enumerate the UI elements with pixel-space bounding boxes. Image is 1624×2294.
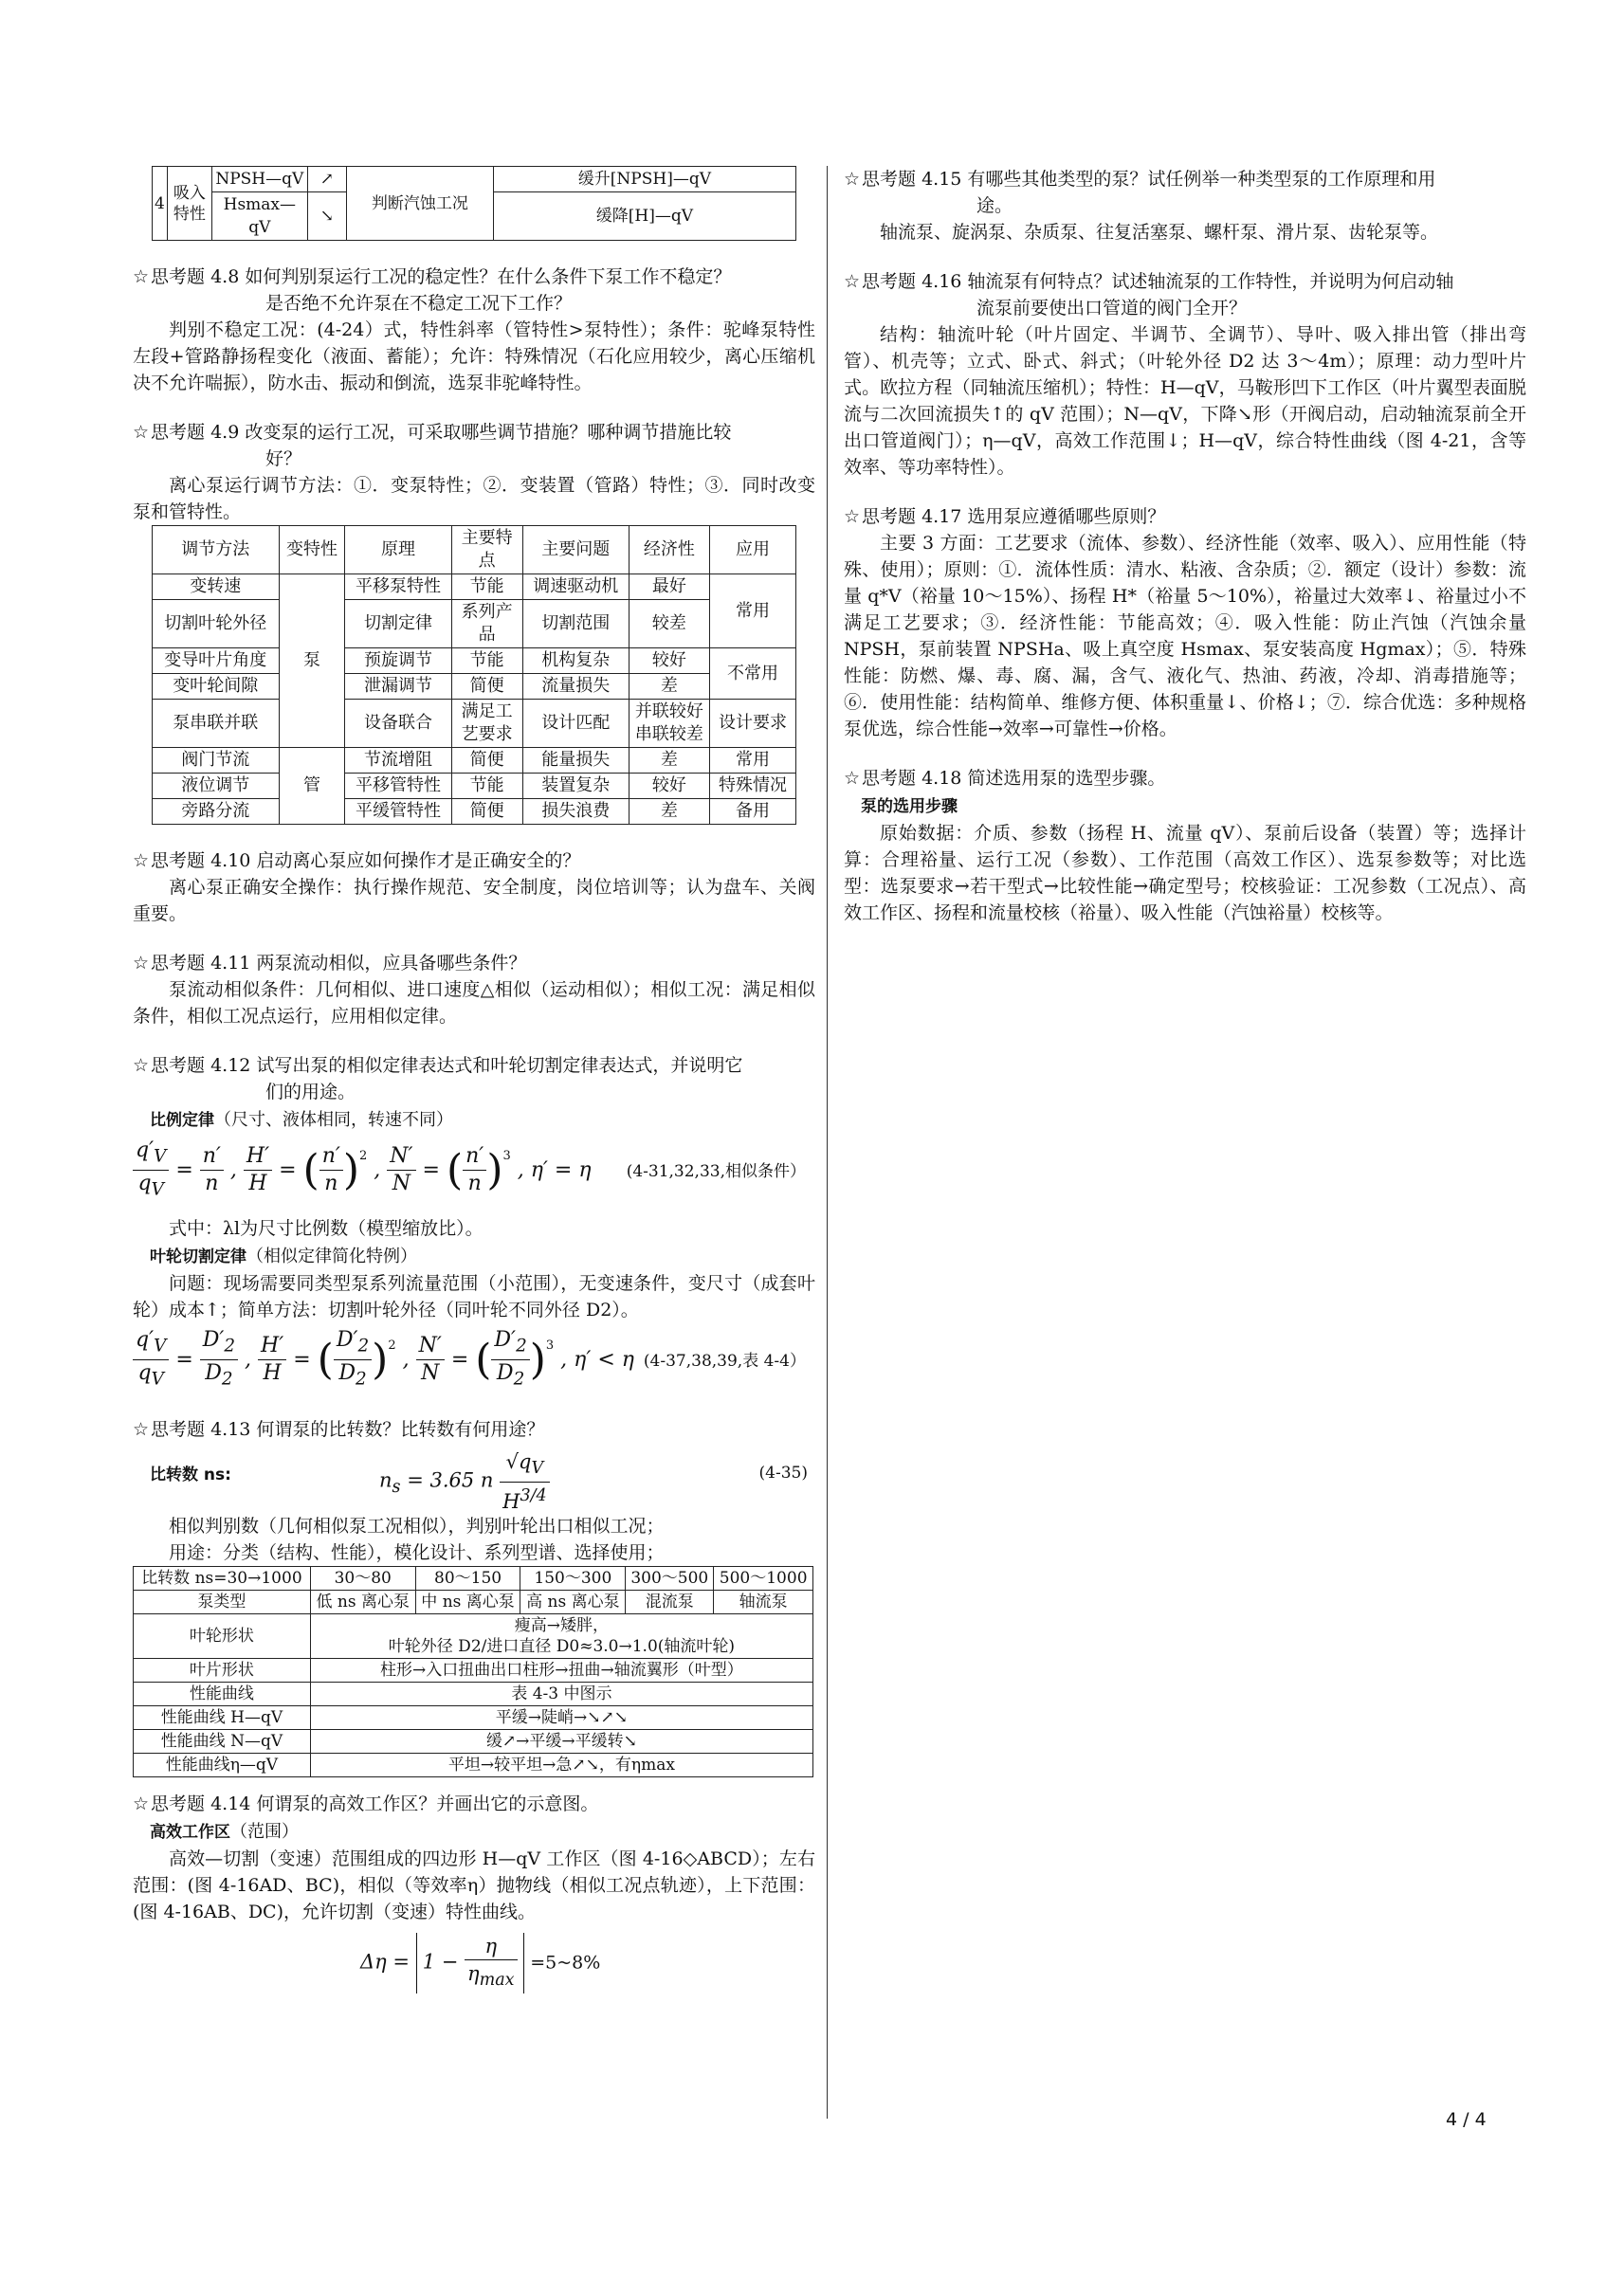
answer-text: 离心泵运行调节方法：①．变泵特性；②．变装置（管路）特性；③．同时改变泵和管特性。 [133, 475, 815, 522]
question-title: ☆ 思考题 4.14 何谓泵的高效工作区？并画出它的示意图。 [133, 1793, 599, 1814]
star-icon: ☆ [844, 506, 861, 527]
question-4-13 [133, 1416, 815, 1777]
answer-text: 相似判别数（几何相似泵工况相似），判别叶轮出口相似工况； [169, 1516, 665, 1537]
answer-text: 离心泵正确安全操作：执行操作规范、安全制度，岗位培训等；认为盘车、关阀重要。 [133, 877, 815, 924]
answer-text: 结构：轴流叶轮（叶片固定、半调节、全调节）、导叶、吸入排出管（排出弯管）、机壳等；立式、卧式、斜式；（叶轮外径 D2 达 3～4m）；原理：动力型叶片式。欧拉方程（同轴流压缩机）；特性：H—qV，马鞍形凹下工作区（叶片翼型表面脱流与二次回流损失↑的 qV 范围）；N—qV，下降↘形（开阀启动，启动轴流泵前全开出口管道阀门）；η—qV，高效工作范围↓；H—qV，综合特性曲线（图 4-21，含等效率、等功率特性）。 [844, 324, 1526, 478]
star-icon: ☆ [133, 422, 150, 443]
similarity-law-formula: $\frac{q'_V}{q_V}$ = $\frac{n'}{n}$ , $\frac{H'}{H}$ = ( $\frac{n'}{n}$ )$^2$ , $\frac{N'}{N}$ = ( $\frac{n'}{n}$ )$^3$ , η′ = η (4-31,32,33,相似条件） [133, 1138, 815, 1211]
question-title-cont: 是否绝不允许泵在不稳定工况下工作？ [265, 293, 573, 314]
table-header-row [153, 526, 796, 574]
answer-text: 主要 3 方面：工艺要求（流体、参数）、经济性能（效率、吸入）、应用性能（特殊、使用）；原则：①．流体性质：清水、粘液、含杂质；②．额定（设计）参数：流量 q*V（裕量 10～15%）、扬程 H*（裕量 5～10%），裕量过大效率↓、裕量过小不满足工艺要求；③．经济性能：节能高效；④．吸入性能：防止汽蚀（汽蚀余量 NPSH，泵前装置 NPSHa、吸上真空度 Hsmax、泵安装高度 Hgmax）；⑤．特殊性能：防燃、爆、毒、腐、漏，含气、液化气、热油、药液，冷却、消毒措施等；⑥．使用性能：结构简单、维修方便、体积重量↓、价格↓；⑦．综合优选：多种规格泵优选，综合性能→效率→可靠性→价格。 [844, 533, 1526, 739]
table-row: 叶轮形状 瘦高→矮胖， 叶轮外径 D2/进口直径 D0≈3.0→1.0(轴流叶轮) [134, 1614, 813, 1659]
table-row: 液位调节 平移管特性 节能 装置复杂 较好 特殊情况 [153, 774, 796, 799]
formula-ref: (4-35) [758, 1464, 808, 1483]
table-row: 变转速 泵 平移泵特性 节能 调速驱动机 最好 常用 [153, 574, 796, 600]
condition-cell: 判断汽蚀工况 [346, 167, 493, 241]
star-icon: ☆ [133, 1793, 150, 1814]
star-icon: ☆ [133, 1419, 150, 1440]
question-title: ☆ 思考题 4.11 两泵流动相似，应具备哪些条件？ [133, 953, 527, 974]
table-row: 阀门节流 管 节流增阻 简便 能量损失 差 常用 [153, 748, 796, 774]
answer-text: 高效—切割（变速）范围组成的四边形 H—qV 工作区（图 4-16◇ABCD）；左右范围：(图 4-16AD、BC)，相似（等效率η）抛物线（相似工况点轨迹），上下范围：(图 4-16AB、DC)，允许切割（变速）特性曲线。 [133, 1848, 815, 1922]
question-title-cont: 途。 [976, 195, 1013, 216]
question-title-cont: 流泵前要使出口管道的阀门全开？ [976, 298, 1248, 319]
table-row: 叶片形状 柱形→入口扭曲出口柱形→扭曲→轴流翼形（叶型） [134, 1659, 813, 1683]
header-cell: 经济性 [629, 526, 709, 574]
question-title: ☆ 思考题 4.18 简述选用泵的选型步骤。 [844, 768, 1166, 789]
header-cell: 主要问题 [522, 526, 629, 574]
page-number: 4 / 4 [1446, 2109, 1487, 2130]
table-row: 泵类型 低 ns 离心泵 中 ns 离心泵 高 ns 离心泵 混流泵 轴流泵 [134, 1591, 813, 1614]
star-icon: ☆ [133, 1055, 150, 1076]
table-header-row: 比转数 ns=30→1000 30～80 80～150 150～300 300～500 500～1000 [134, 1567, 813, 1591]
question-4-16 [844, 268, 1526, 481]
curve-cell: Hsmax—qV [211, 192, 307, 241]
trend-cell: ↘ [307, 192, 346, 241]
header-cell: 应用 [709, 526, 795, 574]
suction-characteristics-table [152, 166, 796, 241]
question-title: ☆ 思考题 4.9 改变泵的运行工况，可采取哪些调节措施？哪种调节措施比较 [133, 422, 732, 443]
pump-group-cell: 泵 [279, 574, 345, 748]
answer-text: 用途：分类（结构、性能），模化设计、系列型谱、选择使用； [169, 1542, 665, 1563]
question-title-cont: 们的用途。 [265, 1082, 356, 1102]
table-row: 性能曲线 N—qV 缓↗→平缓→平缓转↘ [134, 1730, 813, 1754]
table-row: 性能曲线 H—qV 平缓→陡峭→↘↗↘ [134, 1706, 813, 1730]
specific-speed-table [133, 1566, 813, 1777]
question-4-12 [133, 1052, 815, 1401]
curve-cell: NPSH—qV [211, 167, 307, 192]
question-4-8 [133, 264, 815, 396]
question-title: ☆ 思考题 4.10 启动离心泵应如何操作才是正确安全的？ [133, 850, 581, 871]
header-cell: 变特性 [279, 526, 345, 574]
cutting-law-formula: $\frac{q'_V}{q_V}$ = $\frac{D'_2}{D_2}$ , $\frac{H'}{H}$ = ( $\frac{D'_2}{D_2}$ )$^2$ , $\frac{N'}{N}$ = ( $\frac{D'_2}{D_2}$ )$^3$ , η′ < η (4-37,38,39,表 4-4） [133, 1327, 815, 1401]
question-4-10 [133, 847, 815, 927]
section-heading: 比例定律（尺寸、液体相同，转速不同） [150, 1110, 453, 1130]
pipe-group-cell: 管 [279, 748, 345, 825]
desc-cell: 缓升[NPSH]—qV [493, 167, 795, 192]
star-icon: ☆ [133, 266, 150, 287]
regulation-methods-table [152, 525, 796, 825]
question-4-15 [844, 166, 1526, 246]
table-row: 旁路分流 平缓管特性 简便 损失浪费 差 备用 [153, 799, 796, 825]
question-4-18 [844, 765, 1526, 926]
star-icon: ☆ [844, 169, 861, 190]
header-cell: 原理 [345, 526, 451, 574]
question-4-9 [133, 419, 815, 825]
table-row: 性能曲线η—qV 平坦→较平坦→急↗↘，有ηmax [134, 1754, 813, 1777]
desc-cell: 缓降[H]—qV [493, 192, 795, 241]
efficiency-relation: η′ < η [574, 1347, 634, 1372]
question-4-11 [133, 950, 815, 1029]
question-4-17 [844, 503, 1526, 742]
star-icon: ☆ [844, 768, 861, 789]
answer-text: 问题：现场需要同类型泵系列流量范围（小范围），无变速条件，变尺寸（成套叶轮）成本↑；简单方法：切割叶轮外径（同叶轮不同外径 D2）。 [133, 1273, 815, 1320]
question-title: ☆ 思考题 4.12 试写出泵的相似定律表达式和叶轮切割定律表达式，并说明它 [133, 1055, 743, 1076]
formula-ref: (4-37,38,39,表 4-4） [643, 1352, 806, 1371]
question-title: ☆ 思考题 4.15 有哪些其他类型的泵？试任例举一种类型泵的工作原理和用 [844, 169, 1436, 190]
section-heading: 高效工作区（范围） [150, 1822, 299, 1842]
question-title: ☆ 思考题 4.13 何谓泵的比转数？比转数有何用途？ [133, 1419, 545, 1440]
section-heading: 叶轮切割定律（相似定律简化特例） [150, 1247, 417, 1266]
table-row: 性能曲线 表 4-3 中图示 [134, 1683, 813, 1706]
row-number: 4 [153, 167, 168, 241]
table-row: 变导叶片角度 预旋调节 节能 机构复杂 较好 不常用 [153, 648, 796, 674]
right-column [844, 166, 1526, 926]
answer-text: 原始数据：介质、参数（扬程 H、流量 qV）、泵前后设备（装置）等；选择计算：合理裕量、运行工况（参数）、工作范围（高效工作区）、选泵参数等；对比选型：选泵要求→若干型式→比较性能→确定型号；校核验证：工况参数（工况点）、高效工作区、扬程和流量校核（裕量）、吸入性能（汽蚀裕量）校核等。 [844, 823, 1526, 923]
star-icon: ☆ [133, 850, 150, 871]
table-row: 变叶轮间隙 泄漏调节 简便 流量损失 差 [153, 674, 796, 700]
trend-cell: ↗ [307, 167, 346, 192]
left-column [133, 166, 815, 1994]
section-heading: 泵的选用步骤 [861, 797, 958, 816]
question-4-14 [133, 1791, 815, 1994]
header-cell: 调节方法 [153, 526, 280, 574]
question-title: ☆ 思考题 4.8 如何判别泵运行工况的稳定性？在什么条件下泵工作不稳定？ [133, 266, 732, 287]
question-title: ☆ 思考题 4.16 轴流泵有何特点？试述轴流泵的工作特性，并说明为何启动轴 [844, 271, 1454, 292]
table-row: 切割叶轮外径 切割定律 系列产品 切割范围 较差 [153, 600, 796, 648]
star-icon: ☆ [133, 953, 150, 974]
row-label: 吸入特性 [167, 167, 211, 241]
answer-text: 判别不稳定工况：(4-24）式，特性斜率（管特性>泵特性）；条件：驼峰泵特性左段+管路静扬程变化（液面、蓄能）；允许：特殊情况（石化应用较少，离心压缩机决不允许喘振），防水击、振动和倒流，选泵非驼峰特性。 [133, 319, 815, 393]
specific-speed-formula: 比转数 ns: $n_s = 3.65$ n $\frac{√q_V}{H^{3/4}}$ (4-35) [150, 1450, 808, 1514]
header-cell: 主要特点 [451, 526, 522, 574]
table-row: 泵串联并联 设备联合 满足工艺要求 设计匹配 并联较好串联较差 设计要求 [153, 700, 796, 748]
answer-text: 泵流动相似条件：几何相似、进口速度△相似（运动相似）；相似工况：满足相似条件，相似工况点运行，应用相似定律。 [133, 979, 815, 1027]
question-title: ☆ 思考题 4.17 选用泵应遵循哪些原则？ [844, 506, 1166, 527]
formula-note: 式中：λl为尺寸比例数（模型缩放比）。 [169, 1218, 484, 1239]
efficiency-relation: η′ = η [530, 1157, 592, 1182]
efficiency-drop-formula: Δη = 1 − $\frac{\eta}{\eta_{max}}$ =5~8% [360, 1933, 815, 1994]
column-divider [827, 166, 828, 2119]
answer-text: 轴流泵、旋涡泵、杂质泵、往复活塞泵、螺杆泵、滑片泵、齿轮泵等。 [880, 222, 1439, 243]
question-title-cont: 好？ [265, 448, 302, 469]
star-icon: ☆ [844, 271, 861, 292]
formula-ref: (4-31,32,33,相似条件） [626, 1162, 806, 1181]
